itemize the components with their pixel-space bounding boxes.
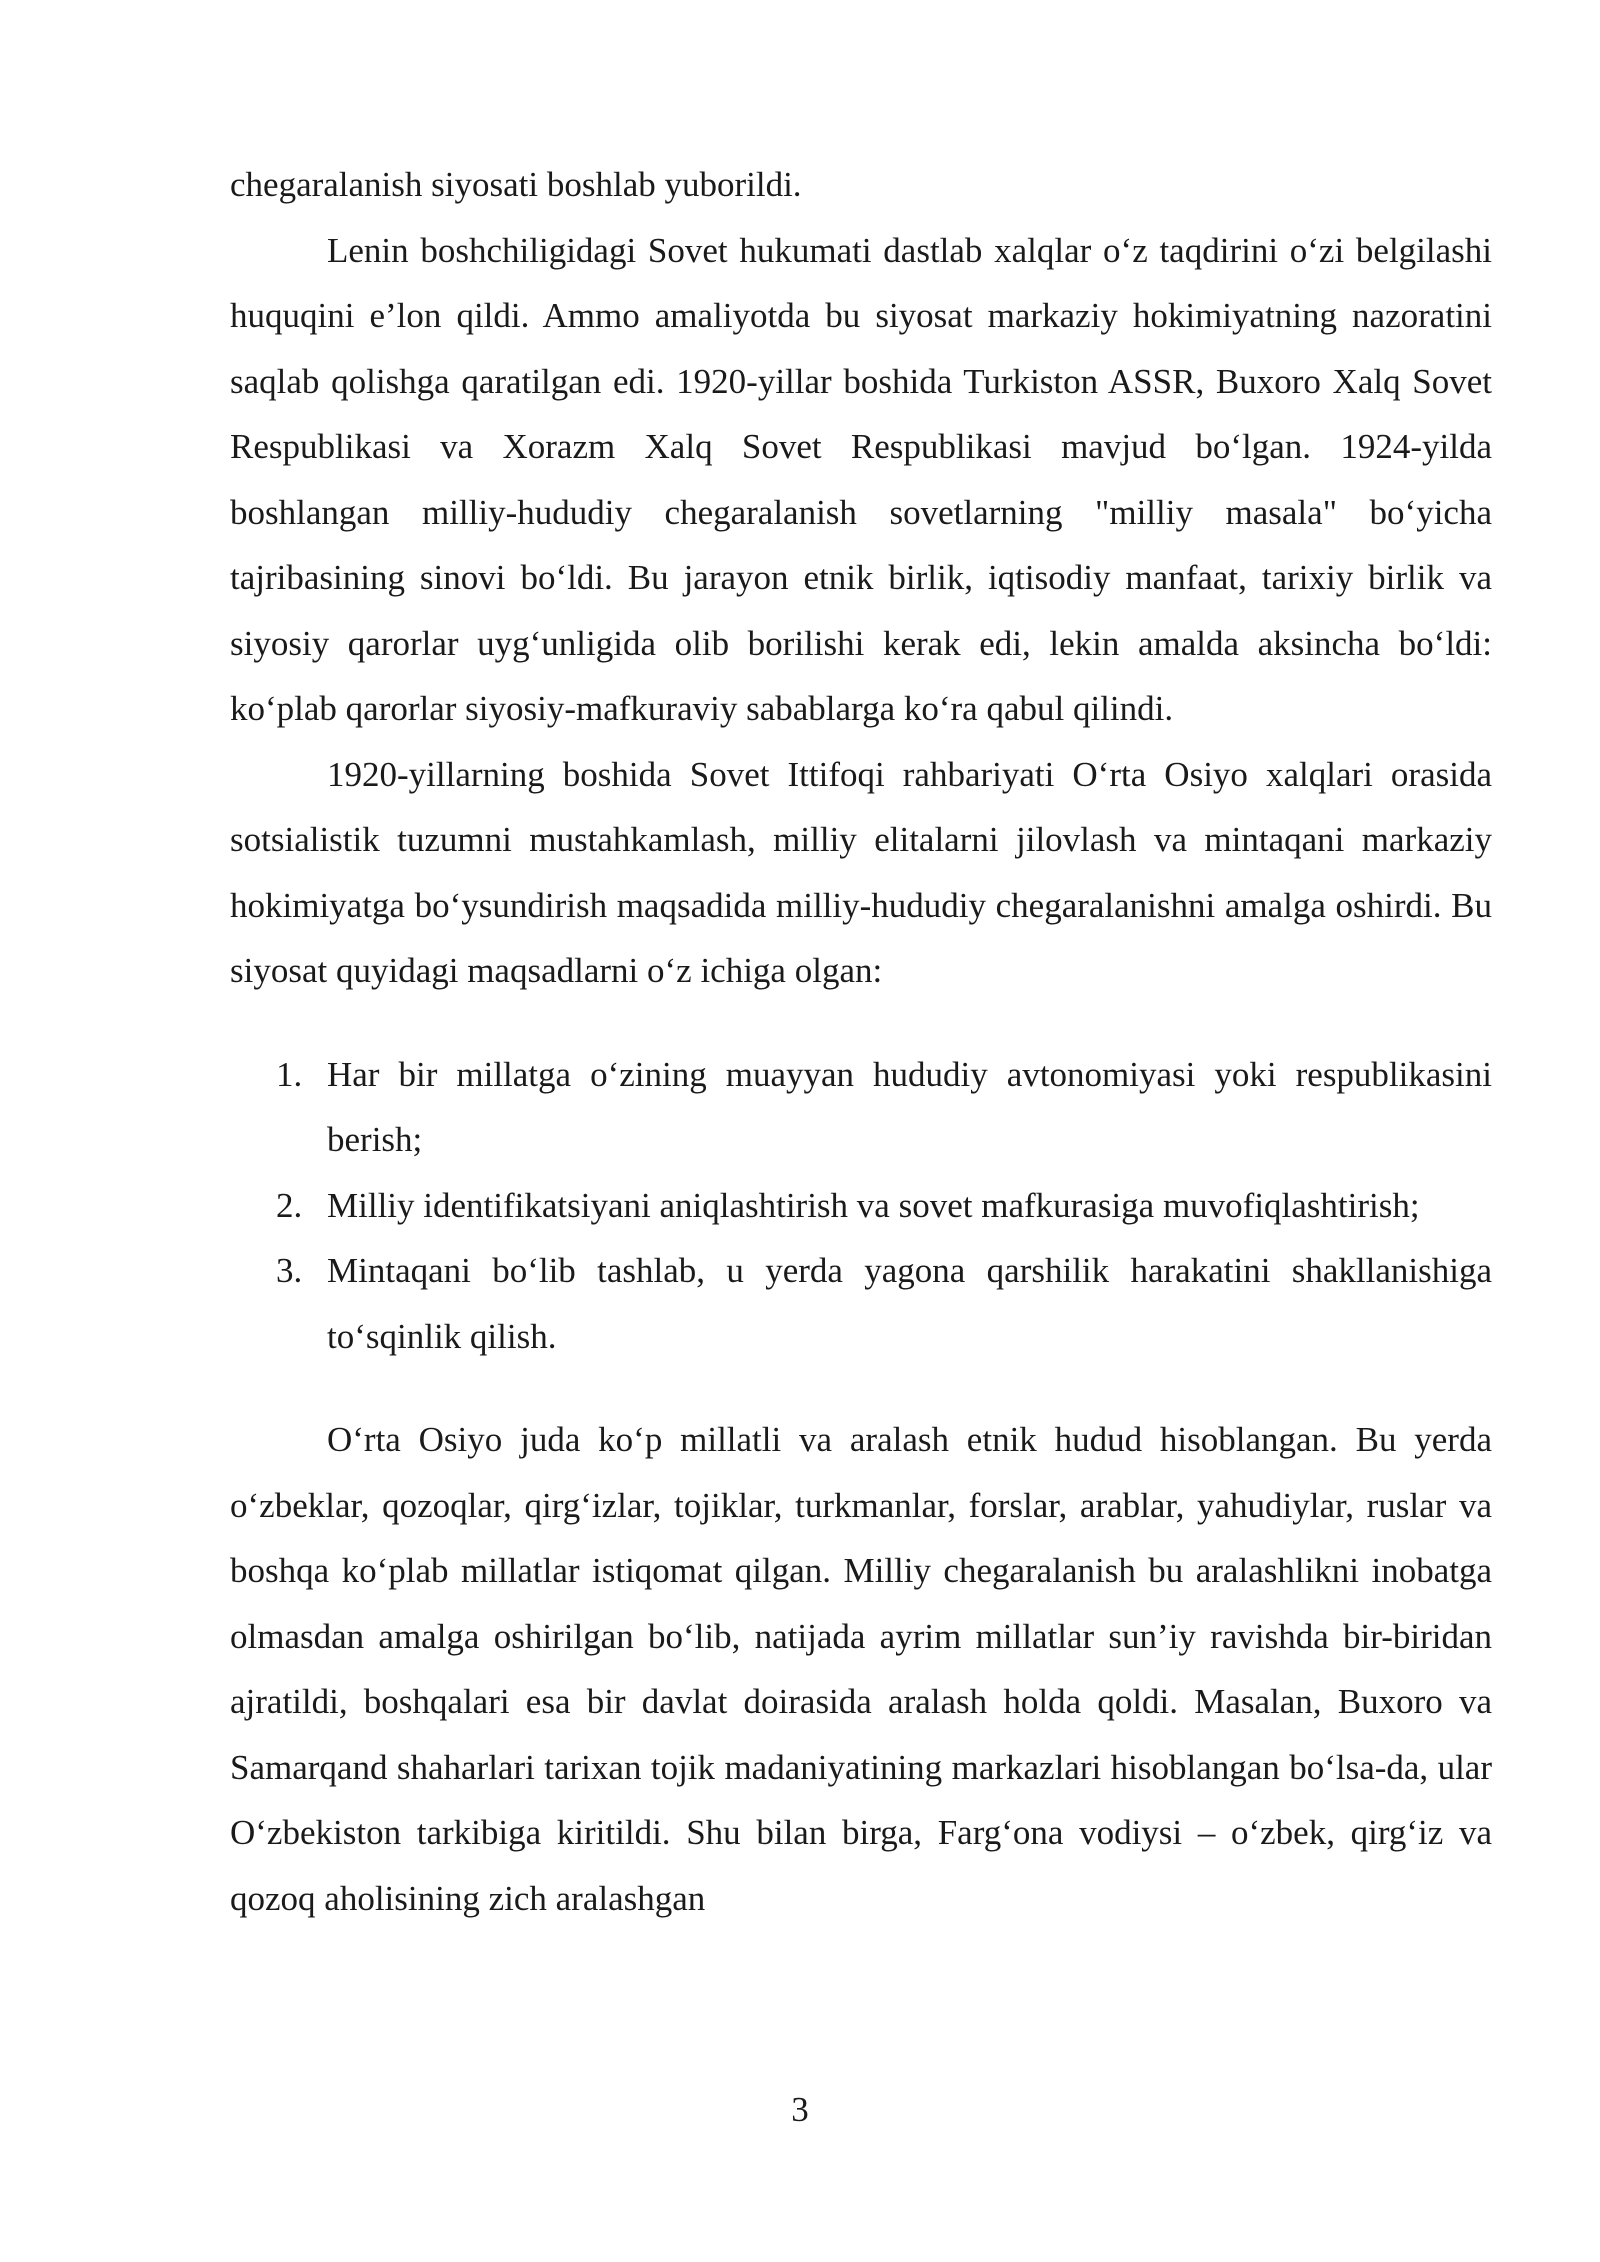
list-item-number: 3.: [276, 1251, 303, 1290]
body-text: [230, 152, 1492, 1931]
page-number: 3: [791, 2090, 809, 2129]
paragraph-ethnic-mix: O‘rta Osiyo juda ko‘p millatli va aralash etnik hudud hisoblangan. Bu yerda o‘zbeklar, qozoqlar, qirg‘izlar, tojiklar, turkmanlar, forslar, arablar, yahudiylar, ruslar va boshqa ko‘plab millatlar istiqomat qilgan. Milliy chegaralanish bu aralashlikni inobatga olmasdan amalga oshirilgan bo‘lib, natijada ayrim millatlar sun’iy ravishda bir-biridan ajratildi, boshqalari esa bir davlat doirasida aralash holda qoldi. Masalan, Buxoro va Samarqand shaharlari tarixan tojik madaniyatining markazlari hisoblangan bo‘lsa-da, ular O‘zbekiston tarkibiga kiritildi. Shu bilan birga, Farg‘ona vodiysi – o‘zbek, qirg‘iz va qozoq aholisining zich aralashgan: [230, 1420, 1492, 1918]
paragraph-soviet-policy: Lenin boshchiligidagi Sovet hukumati dastlab xalqlar o‘z taqdirini o‘zi belgilashi huquqini e’lon qildi. Ammo amaliyotda bu siyosat markaziy hokimiyatning nazoratini saqlab qolishga qaratilgan edi. 1920-yillar boshida Turkiston ASSR, Buxoro Xalq Sovet Respublikasi va Xorazm Xalq Sovet Respublikasi mavjud bo‘lgan. 1924-yilda boshlangan milliy-hududiy chegaralanish sovetlarning "milliy masala" bo‘yicha tajribasining sinovi bo‘ldi. Bu jarayon etnik birlik, iqtisodiy manfaat, tarixiy birlik va siyosiy qarorlar uyg‘unligida olib borilishi kerak edi, lekin amalda aksincha bo‘ldi: ko‘plab qarorlar siyosiy-mafkuraviy sabablarga ko‘ra qabul qilindi.: [230, 230, 1492, 728]
paragraph-continuation: chegaralanish siyosati boshlab yuborildi.: [230, 165, 802, 204]
list-item-text: Milliy identifikatsiyani aniqlashtirish va sovet mafkurasiga muvofiqlashtirish;: [327, 1185, 1420, 1225]
list-item-text: Mintaqani bo‘lib tashlab, u yerda yagona qarshilik harakatini shakllanishiga to‘sqinlik qilish.: [327, 1251, 1492, 1356]
goals-list: [230, 1042, 1492, 1370]
list-item: [230, 1238, 1492, 1369]
list-item-number: 2.: [276, 1185, 303, 1225]
list-item-number: 1.: [276, 1054, 303, 1094]
list-item: [230, 1042, 1492, 1173]
list-item-text: Har bir millatga o‘zining muayyan hududiy avtonomiyasi yoki respublikasini berish;: [327, 1054, 1492, 1159]
list-item: [230, 1173, 1492, 1239]
paragraph-delimitation-goals: 1920-yillarning boshida Sovet Ittifoqi rahbariyati O‘rta Osiyo xalqlari orasida sotsialistik tuzumni mustahkamlash, milliy elitalarni jilovlash va mintaqani markaziy hokimiyatga bo‘ysundirish maqsadida milliy-hududiy chegaralanishni amalga oshirdi. Bu siyosat quyidagi maqsadlarni o‘z ichiga olgan:: [230, 754, 1492, 990]
